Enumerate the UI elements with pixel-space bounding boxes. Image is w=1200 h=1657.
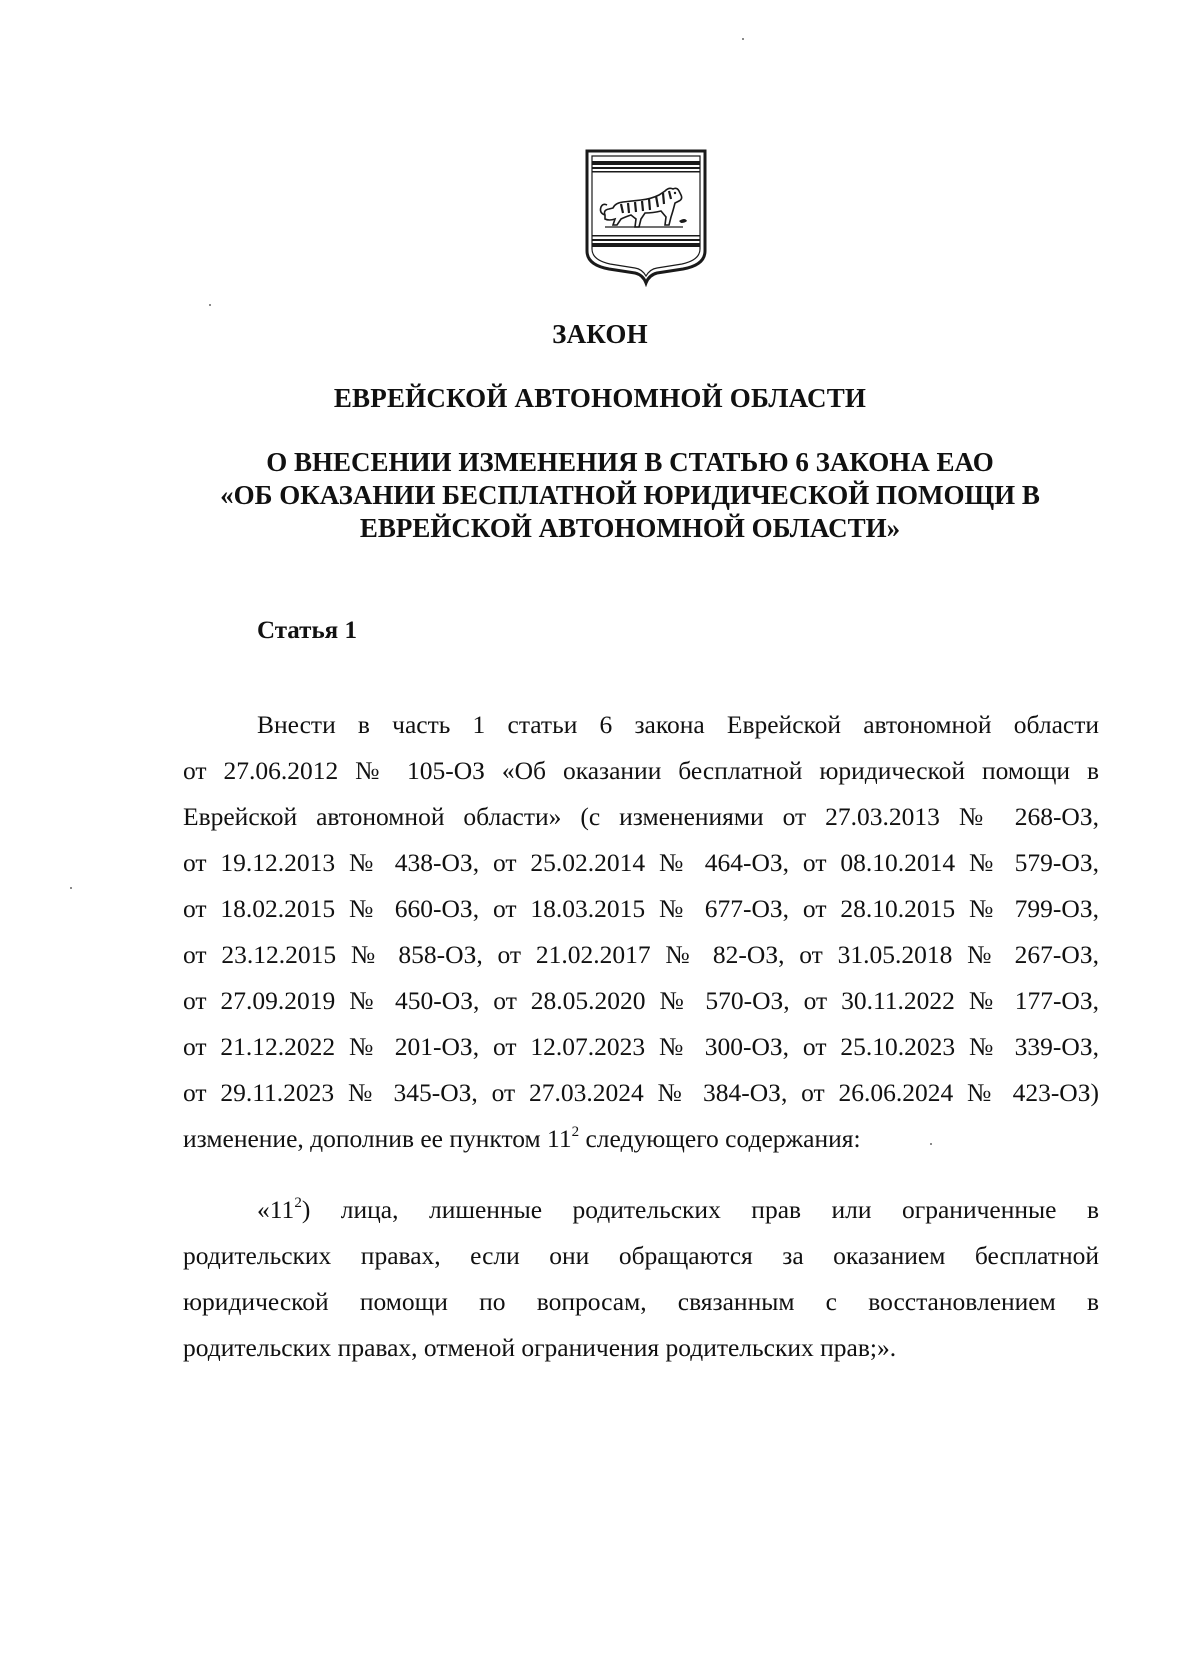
- coat-of-arms-tiger-icon: [583, 147, 709, 287]
- subject-line: «ОБ ОКАЗАНИИ БЕСПЛАТНОЙ ЮРИДИЧЕСКОЙ ПОМОЩИ В: [220, 480, 1040, 510]
- text-run: следующего содержания:: [579, 1124, 861, 1153]
- scan-speck: [742, 38, 744, 40]
- superscript: 2: [571, 1123, 580, 1140]
- article-heading: Статья 1: [257, 617, 357, 644]
- law-heading: ЗАКОН: [552, 319, 648, 349]
- text-run: изменение, дополнив ее пунктом 11: [183, 1124, 572, 1153]
- paragraph-line: от 21.12.2022 № 201-ОЗ, от 12.07.2023 № 300-ОЗ, от 25.10.2023 № 339-ОЗ,: [183, 1032, 1099, 1061]
- paragraph-line: от 29.11.2023 № 345-ОЗ, от 27.03.2024 № 384-ОЗ, от 26.06.2024 № 423-ОЗ): [183, 1078, 1099, 1107]
- text-run: ) лица, лишенные родительских прав или ограниченные в: [301, 1195, 1099, 1224]
- amendment-paragraph: [183, 1187, 1099, 1371]
- paragraph-line: родительских правах, отменой ограничения родительских прав;».: [183, 1333, 897, 1362]
- paragraph-line: Еврейской автономной области» (с изменениями от 27.03.2013 № 268-ОЗ,: [183, 802, 1099, 831]
- law-subject-title: [180, 446, 1080, 545]
- paragraph-line: юридической помощи по вопросам, связанным с восстановлением в: [183, 1287, 1099, 1316]
- paragraph-line: от 27.06.2012 № 105-ОЗ «Об оказании бесплатной юридической помощи в: [183, 756, 1099, 785]
- scan-speck: [209, 304, 211, 306]
- article-paragraph: [183, 702, 1099, 1162]
- paragraph-line: от 23.12.2015 № 858-ОЗ, от 21.02.2017 № 82-ОЗ, от 31.05.2018 № 267-ОЗ,: [183, 940, 1099, 969]
- paragraph-line: родительских правах, если они обращаются за оказанием бесплатной: [183, 1241, 1099, 1270]
- paragraph-line: [183, 1116, 1099, 1162]
- paragraph-line: от 19.12.2013 № 438-ОЗ, от 25.02.2014 № 464-ОЗ, от 08.10.2014 № 579-ОЗ,: [183, 848, 1099, 877]
- region-heading: ЕВРЕЙСКОЙ АВТОНОМНОЙ ОБЛАСТИ: [333, 383, 867, 413]
- scan-speck: [70, 887, 72, 889]
- subject-line: ЕВРЕЙСКОЙ АВТОНОМНОЙ ОБЛАСТИ»: [359, 513, 901, 543]
- scan-speck: [930, 1143, 932, 1145]
- paragraph-line: от 18.02.2015 № 660-ОЗ, от 18.03.2015 № 677-ОЗ, от 28.10.2015 № 799-ОЗ,: [183, 894, 1099, 923]
- paragraph-line: [183, 1187, 1099, 1233]
- superscript: 2: [294, 1194, 302, 1211]
- paragraph-line: Внести в часть 1 статьи 6 закона Еврейской автономной области: [257, 710, 1099, 739]
- subject-line: О ВНЕСЕНИИ ИЗМЕНЕНИЯ В СТАТЬЮ 6 ЗАКОНА ЕАО: [266, 447, 994, 477]
- paragraph-line: от 27.09.2019 № 450-ОЗ, от 28.05.2020 № 570-ОЗ, от 30.11.2022 № 177-ОЗ,: [183, 986, 1099, 1015]
- text-run: «11: [257, 1195, 295, 1224]
